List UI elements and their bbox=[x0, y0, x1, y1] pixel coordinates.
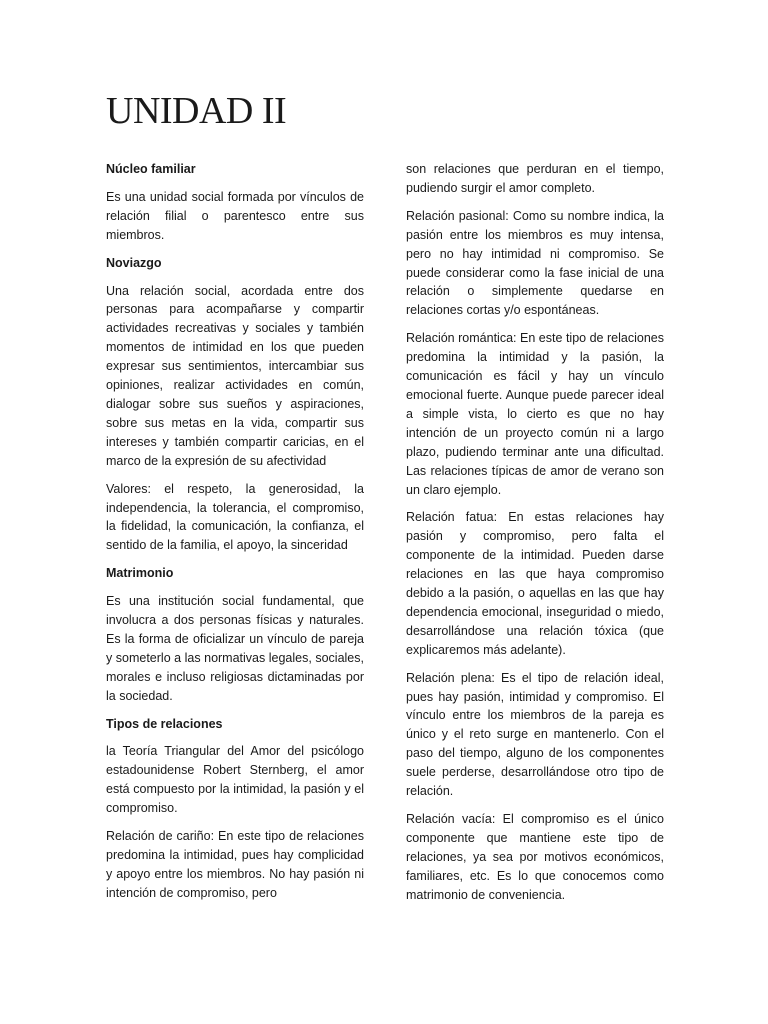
paragraph-relacion-romantica: Relación romántica: En este tipo de relaciones predomina la intimidad y la pasión, la comunicación es fácil y hay un vínculo emocional fuerte. Aunque puede parecer ideal a simple vista, lo cierto es que no hay intención de un proyecto común ni a largo plazo, pudiendo terminar ante una dificultad. Las relaciones típicas de amor de verano son un claro ejemplo. bbox=[406, 331, 664, 497]
paragraph-relacion-carino-cont: son relaciones que perduran en el tiempo, pudiendo surgir el amor completo. bbox=[406, 162, 664, 195]
paragraph-relacion-vacia: Relación vacía: El compromiso es el único componente que mantiene este tipo de relaciones, ya sea por motivos económicos, familiares, etc. Es lo que conocemos como matrimonio de conveniencia. bbox=[406, 812, 664, 902]
paragraph-noviazgo: Una relación social, acordada entre dos personas para acompañarse y compartir actividades recreativas y sociales y también momentos de intimidad en los que pueden expresar sus sentimientos, intercambiar sus opiniones, realizar actividades en común, dialogar sobre sus sueños y aspiraciones, sobre sus metas en la vida, compartir sus intereses y también compartir caricias, en el marco de la expresión de su afectividad bbox=[106, 283, 364, 468]
section-heading-matrimonio: Matrimonio bbox=[106, 566, 174, 581]
paragraph-nucleo-familiar: Es una unidad social formada por vínculos de relación filial o parentesco entre sus miembros. bbox=[106, 189, 364, 242]
section-heading-nucleo-familiar: Núcleo familiar bbox=[106, 162, 196, 176]
page-title: UNIDAD II bbox=[106, 90, 287, 132]
section-heading-tipos-de-relaciones: Tipos de relaciones bbox=[106, 716, 223, 731]
paragraph-teoria-triangular: la Teoría Triangular del Amor del psicólogo estadounidense Robert Sternberg, el amor está compuesto por la intimidad, la pasión y el compromiso. bbox=[106, 744, 364, 816]
paragraph-relacion-carino: Relación de cariño: En este tipo de relaciones predomina la intimidad, pues hay complicidad y apoyo entre los miembros. No hay pasión ni intención de compromiso, pero bbox=[106, 829, 364, 900]
section-heading-noviazgo: Noviazgo bbox=[106, 255, 162, 270]
paragraph-matrimonio: Es una institución social fundamental, que involucra a dos personas físicas y naturales. Es la forma de oficializar un vínculo de pareja y someterlo a las normativas legales, sociales, morales e incluso religiosas dictaminadas por la sociedad. bbox=[106, 594, 364, 703]
paragraph-relacion-plena: Relación plena: Es el tipo de relación ideal, pues hay pasión, intimidad y compromiso. El vínculo entre los miembros de la pareja es único y el reto surge en mantenerlo. Con el paso del tiempo, alguno de los componentes suele perderse, desarrollándose otro tipo de relación. bbox=[406, 670, 664, 799]
left-column bbox=[106, 160, 364, 912]
paragraph-relacion-fatua: Relación fatua: En estas relaciones hay pasión y compromiso, pero falta el componente de la intimidad. Pueden darse relaciones en las que haya compromiso debido a la pasión, o aquellas en las que hay dependencia emocional, inseguridad o miedo, desarrollándose una relación tóxica (que explicaremos más adelante). bbox=[406, 510, 664, 657]
paragraph-valores: Valores: el respeto, la generosidad, la independencia, la tolerancia, el compromiso, la fidelidad, la comunicación, la confianza, el sentido de la familia, el apoyo, la sinceridad bbox=[106, 481, 364, 553]
paragraph-relacion-pasional: Relación pasional: Como su nombre indica, la pasión entre los miembros es muy intensa, pero no hay intimidad ni compromiso. Se puede considerar como la fase inicial de una relación o simplemente quedarse en relaciones cortas y/o espontáneas. bbox=[406, 208, 664, 318]
right-column bbox=[406, 160, 664, 914]
